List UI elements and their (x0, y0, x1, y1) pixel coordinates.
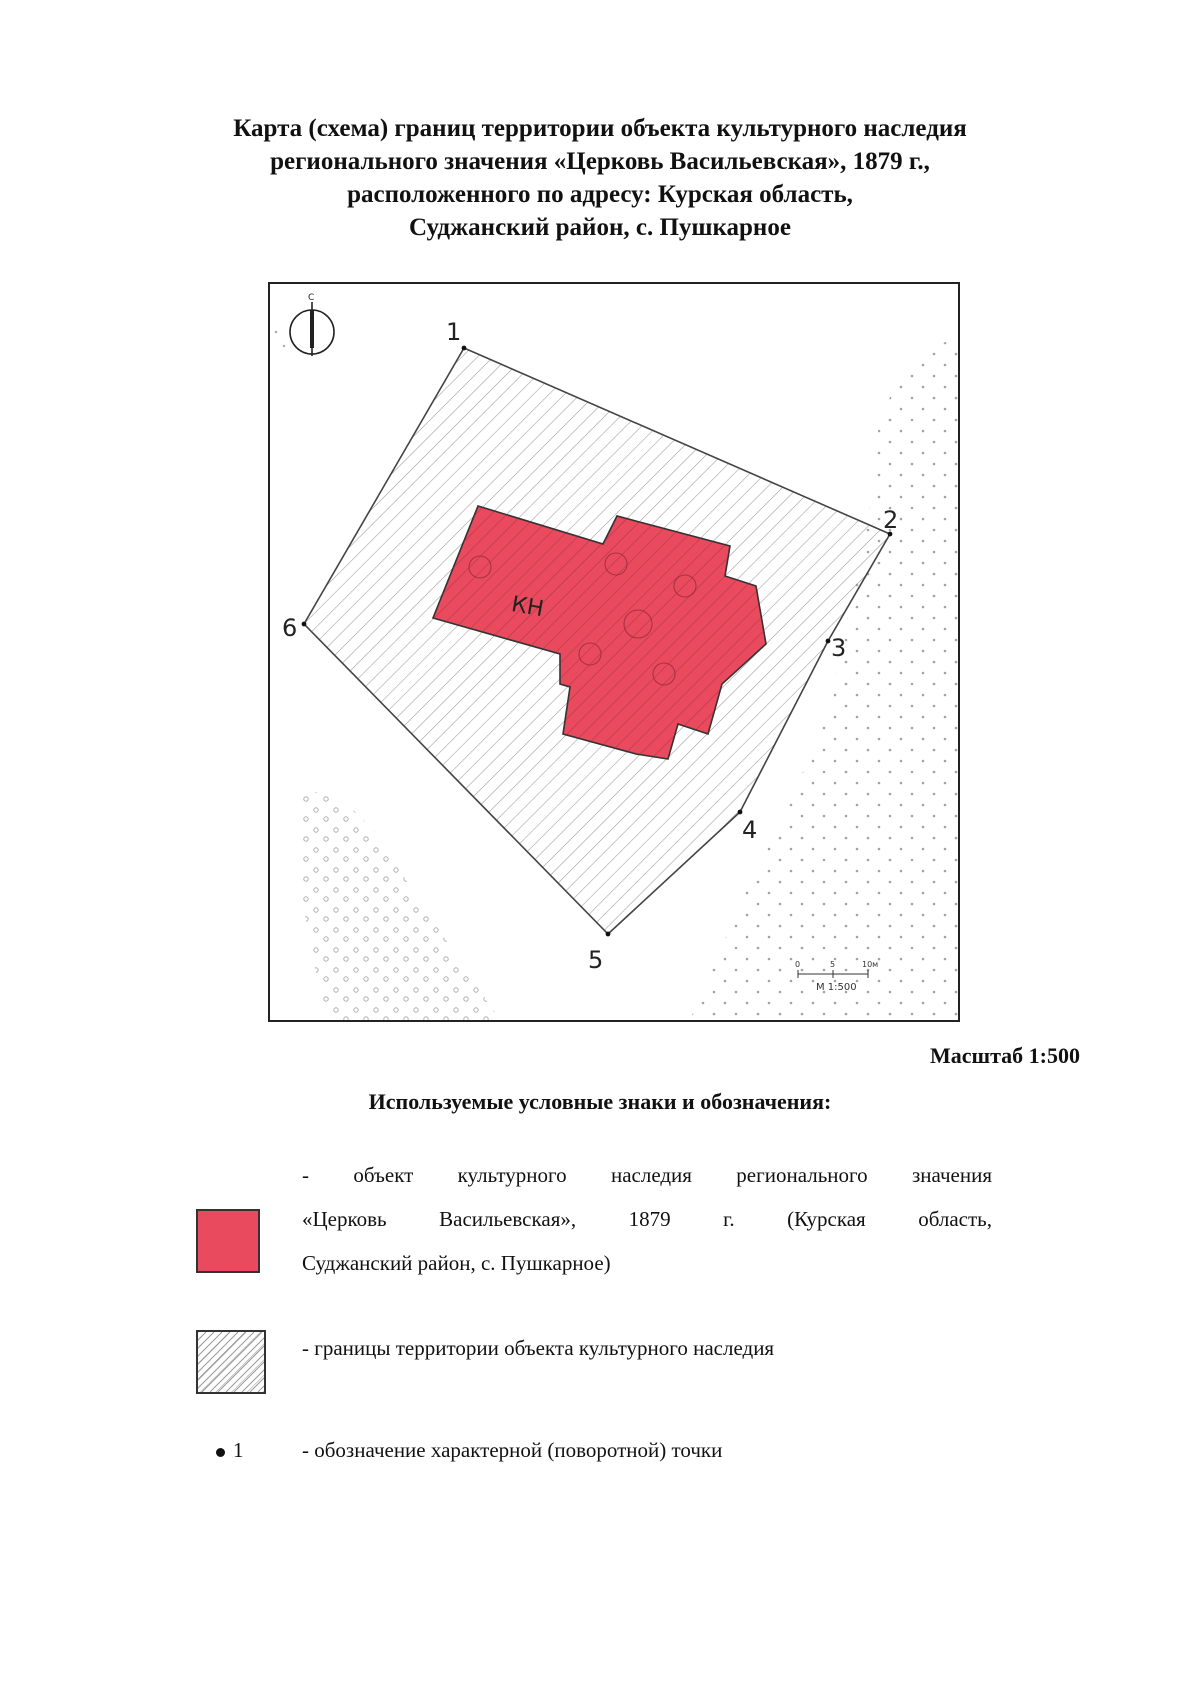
point-mark (216, 1428, 244, 1472)
legend-text: - границы территории объекта культурного наследия (302, 1336, 775, 1360)
legend-text: - обозначение характерной (поворотной) точки (302, 1438, 723, 1462)
point-mark-label: 1 (233, 1438, 244, 1462)
object-code: КН (509, 592, 546, 623)
red-square-icon (196, 1209, 260, 1273)
scale-bar-label: М 1:500 (816, 982, 857, 993)
scale-tick-10: 10м (862, 960, 879, 969)
ring-terrain (299, 792, 500, 1020)
point-label-5: 5 (588, 946, 604, 974)
scale-label: Масштаб 1:500 (929, 1043, 1080, 1068)
legend-text (302, 1153, 992, 1285)
hatch-square-icon (196, 1330, 266, 1394)
legend-line: Суджанский район, с. Пушкарное) (302, 1251, 611, 1275)
point-label-4: 4 (742, 816, 758, 844)
point-dot-icon (216, 1448, 225, 1457)
territory-map (270, 284, 958, 1020)
north-arrow-icon (290, 293, 334, 356)
point-label-6: 6 (282, 614, 298, 642)
legend-line: «Церковь Васильевская», 1879 г. (Курская область, (302, 1207, 992, 1231)
map-frame (268, 282, 960, 1022)
title-line: Суджанский район, с. Пушкарное (409, 214, 791, 241)
point-label-3: 3 (831, 634, 847, 662)
page-title (150, 112, 1050, 244)
scale-tick-5: 5 (830, 960, 836, 969)
legend-title: Используемые условные знаки и обозначения: (368, 1089, 832, 1114)
title-line: регионального значения «Церковь Васильевская», 1879 г., (270, 148, 930, 175)
title-line: расположенного по адресу: Курская область, (347, 181, 853, 208)
point-label-2: 2 (883, 506, 899, 534)
point-label-1: 1 (446, 318, 462, 346)
legend-line: - объект культурного наследия регионального значения (302, 1163, 992, 1187)
north-letter: С (308, 293, 315, 303)
title-line: Карта (схема) границ территории объекта культурного наследия (233, 115, 967, 142)
hatch-swatch (198, 1332, 264, 1392)
scale-tick-0: 0 (795, 960, 801, 969)
